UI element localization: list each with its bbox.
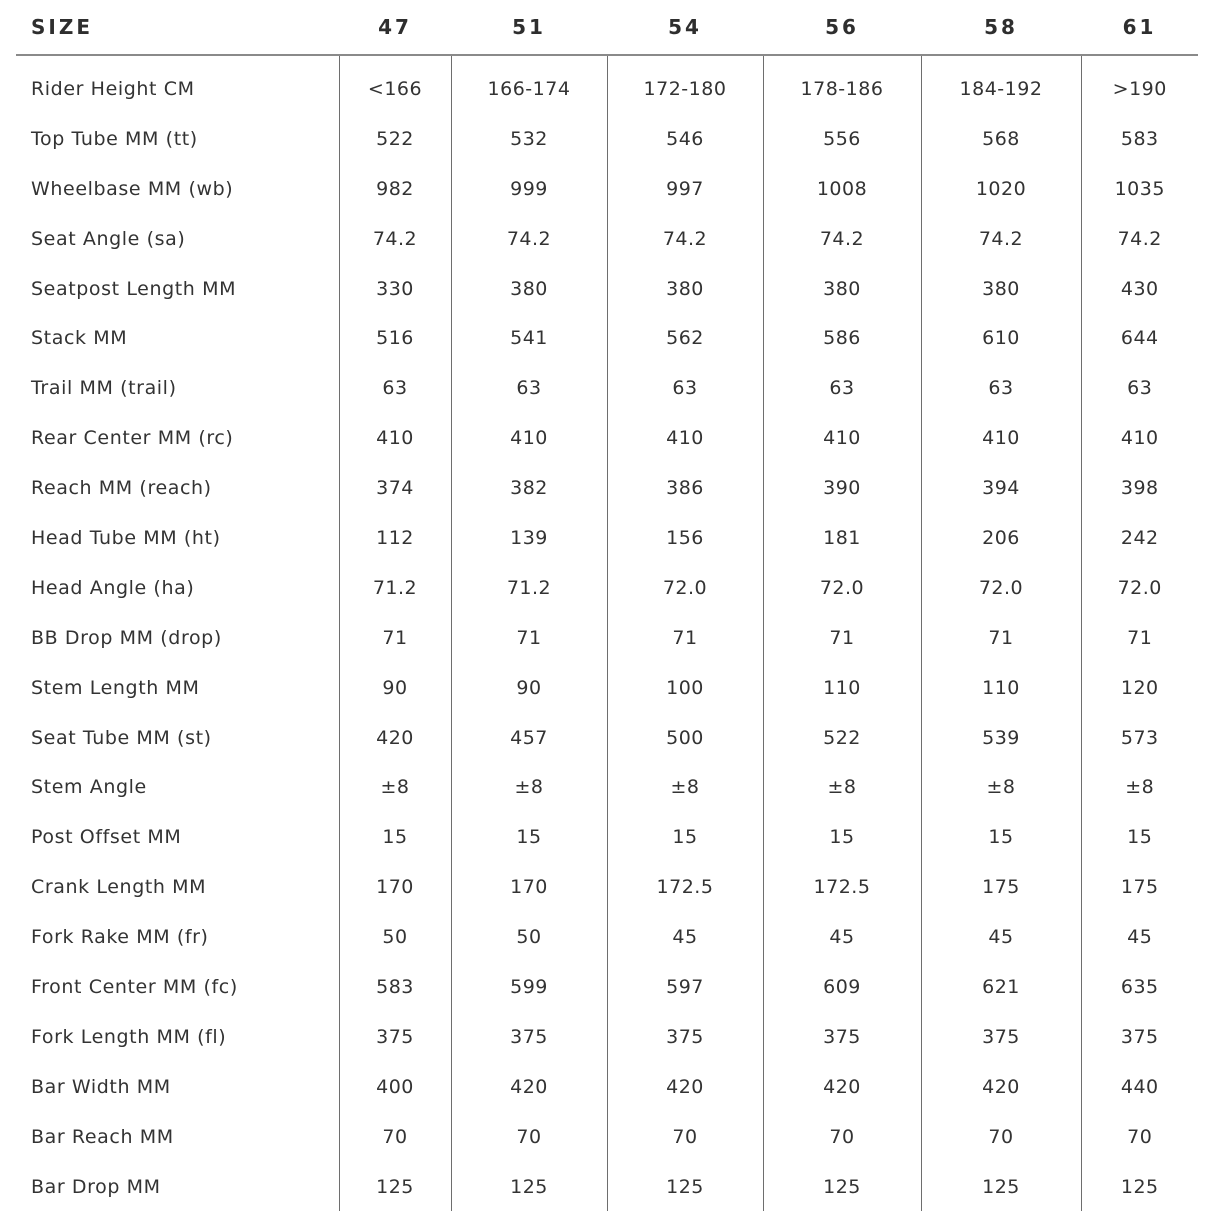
size-header-cell: 54 [607, 0, 763, 55]
value-cell: 410 [1081, 413, 1198, 463]
value-cell: 15 [1081, 812, 1198, 862]
value-cell: 15 [763, 812, 921, 862]
value-cell: 125 [763, 1162, 921, 1212]
row-label: Head Angle (ha) [31, 576, 195, 599]
value-cell: 420 [451, 1062, 607, 1112]
value-cell: 100 [607, 663, 763, 713]
value-cell: 175 [921, 862, 1081, 912]
value-cell: 70 [1081, 1112, 1198, 1162]
value-cell: 170 [339, 862, 451, 912]
row-label: Bar Drop MM [31, 1175, 161, 1198]
value-cell: 394 [921, 463, 1081, 513]
row-label: BB Drop MM (drop) [31, 626, 222, 649]
value-cell: 380 [763, 264, 921, 314]
value-cell: 1035 [1081, 164, 1198, 214]
table-row [16, 363, 1198, 413]
table-row [16, 1112, 1198, 1162]
table-row [16, 912, 1198, 962]
row-label: Front Center MM (fc) [31, 975, 238, 998]
value-cell: 71.2 [339, 563, 451, 613]
table-row [16, 55, 1198, 114]
value-cell: 156 [607, 513, 763, 563]
table-row [16, 1062, 1198, 1112]
value-cell: 45 [1081, 912, 1198, 962]
value-cell: ±8 [339, 762, 451, 812]
value-cell: 63 [763, 363, 921, 413]
value-cell: 539 [921, 713, 1081, 763]
size-header-cell: 56 [763, 0, 921, 55]
value-cell: 242 [1081, 513, 1198, 563]
value-cell: 586 [763, 313, 921, 363]
value-cell: 568 [921, 114, 1081, 164]
value-cell: 63 [451, 363, 607, 413]
value-cell: 71.2 [451, 563, 607, 613]
value-cell: 71 [607, 613, 763, 663]
value-cell: >190 [1081, 55, 1198, 114]
value-cell: ±8 [1081, 762, 1198, 812]
value-cell: 110 [921, 663, 1081, 713]
row-label: Reach MM (reach) [31, 477, 212, 500]
value-cell: 70 [607, 1112, 763, 1162]
value-cell: 386 [607, 463, 763, 513]
size-header-label: SIZE [16, 0, 339, 55]
value-cell: 70 [339, 1112, 451, 1162]
value-cell: 375 [607, 1012, 763, 1062]
table-row [16, 513, 1198, 563]
value-cell: 410 [763, 413, 921, 463]
value-cell: 410 [451, 413, 607, 463]
value-cell: 110 [763, 663, 921, 713]
value-cell: 375 [1081, 1012, 1198, 1062]
value-cell: 125 [607, 1162, 763, 1212]
table-row [16, 563, 1198, 613]
table-row [16, 164, 1198, 214]
value-cell: 112 [339, 513, 451, 563]
value-cell: 430 [1081, 264, 1198, 314]
row-label: Crank Length MM [31, 876, 207, 899]
value-cell: 573 [1081, 713, 1198, 763]
value-cell: 999 [451, 164, 607, 214]
value-cell: 50 [339, 912, 451, 962]
value-cell: 45 [607, 912, 763, 962]
value-cell: 74.2 [763, 214, 921, 264]
geometry-table [16, 0, 1198, 1211]
header-row [16, 0, 1198, 55]
value-cell: 375 [763, 1012, 921, 1062]
value-cell: 172.5 [607, 862, 763, 912]
table-header [16, 0, 1198, 55]
value-cell: 125 [1081, 1162, 1198, 1212]
value-cell: 184-192 [921, 55, 1081, 114]
value-cell: 644 [1081, 313, 1198, 363]
value-cell: 15 [921, 812, 1081, 862]
row-label: Trail MM (trail) [31, 377, 177, 400]
table-row [16, 264, 1198, 314]
value-cell: 420 [763, 1062, 921, 1112]
row-label: Bar Width MM [31, 1075, 171, 1098]
value-cell: 420 [607, 1062, 763, 1112]
value-cell: 583 [339, 962, 451, 1012]
value-cell: 71 [921, 613, 1081, 663]
value-cell: 74.2 [451, 214, 607, 264]
row-label: Rear Center MM (rc) [31, 427, 234, 450]
row-label: Bar Reach MM [31, 1125, 174, 1148]
table-row [16, 713, 1198, 763]
table-body [16, 55, 1198, 1211]
value-cell: 178-186 [763, 55, 921, 114]
row-label: Top Tube MM (tt) [31, 127, 198, 150]
value-cell: 522 [339, 114, 451, 164]
value-cell: 532 [451, 114, 607, 164]
value-cell: 71 [451, 613, 607, 663]
value-cell: 175 [1081, 862, 1198, 912]
table-row [16, 413, 1198, 463]
value-cell: 90 [339, 663, 451, 713]
value-cell: 74.2 [1081, 214, 1198, 264]
table-row [16, 114, 1198, 164]
value-cell: 390 [763, 463, 921, 513]
value-cell: 982 [339, 164, 451, 214]
value-cell: 15 [339, 812, 451, 862]
value-cell: 997 [607, 164, 763, 214]
value-cell: 206 [921, 513, 1081, 563]
value-cell: ±8 [607, 762, 763, 812]
value-cell: 398 [1081, 463, 1198, 513]
row-label: Fork Length MM (fl) [31, 1025, 227, 1048]
value-cell: 583 [1081, 114, 1198, 164]
row-label: Stack MM [31, 327, 128, 350]
value-cell: 541 [451, 313, 607, 363]
value-cell: 63 [339, 363, 451, 413]
value-cell: 375 [339, 1012, 451, 1062]
value-cell: 71 [1081, 613, 1198, 663]
value-cell: 15 [607, 812, 763, 862]
value-cell: 15 [451, 812, 607, 862]
value-cell: 610 [921, 313, 1081, 363]
value-cell: 1008 [763, 164, 921, 214]
table-row [16, 862, 1198, 912]
value-cell: 45 [763, 912, 921, 962]
value-cell: 522 [763, 713, 921, 763]
value-cell: 516 [339, 313, 451, 363]
value-cell: 70 [921, 1112, 1081, 1162]
value-cell: 621 [921, 962, 1081, 1012]
value-cell: 70 [451, 1112, 607, 1162]
value-cell: 172.5 [763, 862, 921, 912]
value-cell: 380 [451, 264, 607, 314]
value-cell: 63 [607, 363, 763, 413]
value-cell: 74.2 [921, 214, 1081, 264]
value-cell: 172-180 [607, 55, 763, 114]
value-cell: 382 [451, 463, 607, 513]
value-cell: 125 [921, 1162, 1081, 1212]
value-cell: 410 [339, 413, 451, 463]
size-header-cell: 61 [1081, 0, 1198, 55]
table-row [16, 1162, 1198, 1212]
value-cell: 90 [451, 663, 607, 713]
value-cell: 181 [763, 513, 921, 563]
value-cell: 139 [451, 513, 607, 563]
value-cell: 125 [339, 1162, 451, 1212]
value-cell: 72.0 [1081, 563, 1198, 613]
size-header-cell: 47 [339, 0, 451, 55]
value-cell: 120 [1081, 663, 1198, 713]
row-label: Head Tube MM (ht) [31, 526, 221, 549]
table-row [16, 613, 1198, 663]
row-label: Seatpost Length MM [31, 277, 237, 300]
value-cell: 440 [1081, 1062, 1198, 1112]
value-cell: 599 [451, 962, 607, 1012]
value-cell: 63 [1081, 363, 1198, 413]
value-cell: <166 [339, 55, 451, 114]
value-cell: 72.0 [921, 563, 1081, 613]
row-label: Wheelbase MM (wb) [31, 177, 234, 200]
row-label: Fork Rake MM (fr) [31, 926, 209, 949]
value-cell: ±8 [763, 762, 921, 812]
value-cell: 125 [451, 1162, 607, 1212]
value-cell: 50 [451, 912, 607, 962]
value-cell: 500 [607, 713, 763, 763]
value-cell: 380 [921, 264, 1081, 314]
value-cell: 166-174 [451, 55, 607, 114]
row-label: Stem Angle [31, 776, 147, 799]
value-cell: 63 [921, 363, 1081, 413]
table-row [16, 762, 1198, 812]
value-cell: 410 [921, 413, 1081, 463]
value-cell: 400 [339, 1062, 451, 1112]
value-cell: 556 [763, 114, 921, 164]
row-label: Seat Tube MM (st) [31, 726, 212, 749]
value-cell: 562 [607, 313, 763, 363]
value-cell: 1020 [921, 164, 1081, 214]
value-cell: 410 [607, 413, 763, 463]
size-header-cell: 58 [921, 0, 1081, 55]
value-cell: 70 [763, 1112, 921, 1162]
value-cell: 330 [339, 264, 451, 314]
value-cell: 375 [921, 1012, 1081, 1062]
value-cell: 609 [763, 962, 921, 1012]
row-label: Post Offset MM [31, 826, 182, 849]
table-row [16, 214, 1198, 264]
value-cell: 597 [607, 962, 763, 1012]
value-cell: 71 [763, 613, 921, 663]
value-cell: 380 [607, 264, 763, 314]
row-label: Stem Length MM [31, 676, 200, 699]
row-label: Rider Height CM [31, 77, 195, 100]
size-header-cell: 51 [451, 0, 607, 55]
value-cell: 45 [921, 912, 1081, 962]
table-row [16, 663, 1198, 713]
value-cell: 74.2 [339, 214, 451, 264]
value-cell: 374 [339, 463, 451, 513]
value-cell: 170 [451, 862, 607, 912]
value-cell: 72.0 [763, 563, 921, 613]
value-cell: 71 [339, 613, 451, 663]
table-row [16, 1012, 1198, 1062]
value-cell: 375 [451, 1012, 607, 1062]
value-cell: ±8 [921, 762, 1081, 812]
table-row [16, 313, 1198, 363]
value-cell: ±8 [451, 762, 607, 812]
row-label: Seat Angle (sa) [31, 227, 186, 250]
value-cell: 635 [1081, 962, 1198, 1012]
value-cell: 74.2 [607, 214, 763, 264]
value-cell: 72.0 [607, 563, 763, 613]
value-cell: 546 [607, 114, 763, 164]
value-cell: 457 [451, 713, 607, 763]
table-row [16, 962, 1198, 1012]
table-row [16, 463, 1198, 513]
value-cell: 420 [921, 1062, 1081, 1112]
table-row [16, 812, 1198, 862]
value-cell: 420 [339, 713, 451, 763]
